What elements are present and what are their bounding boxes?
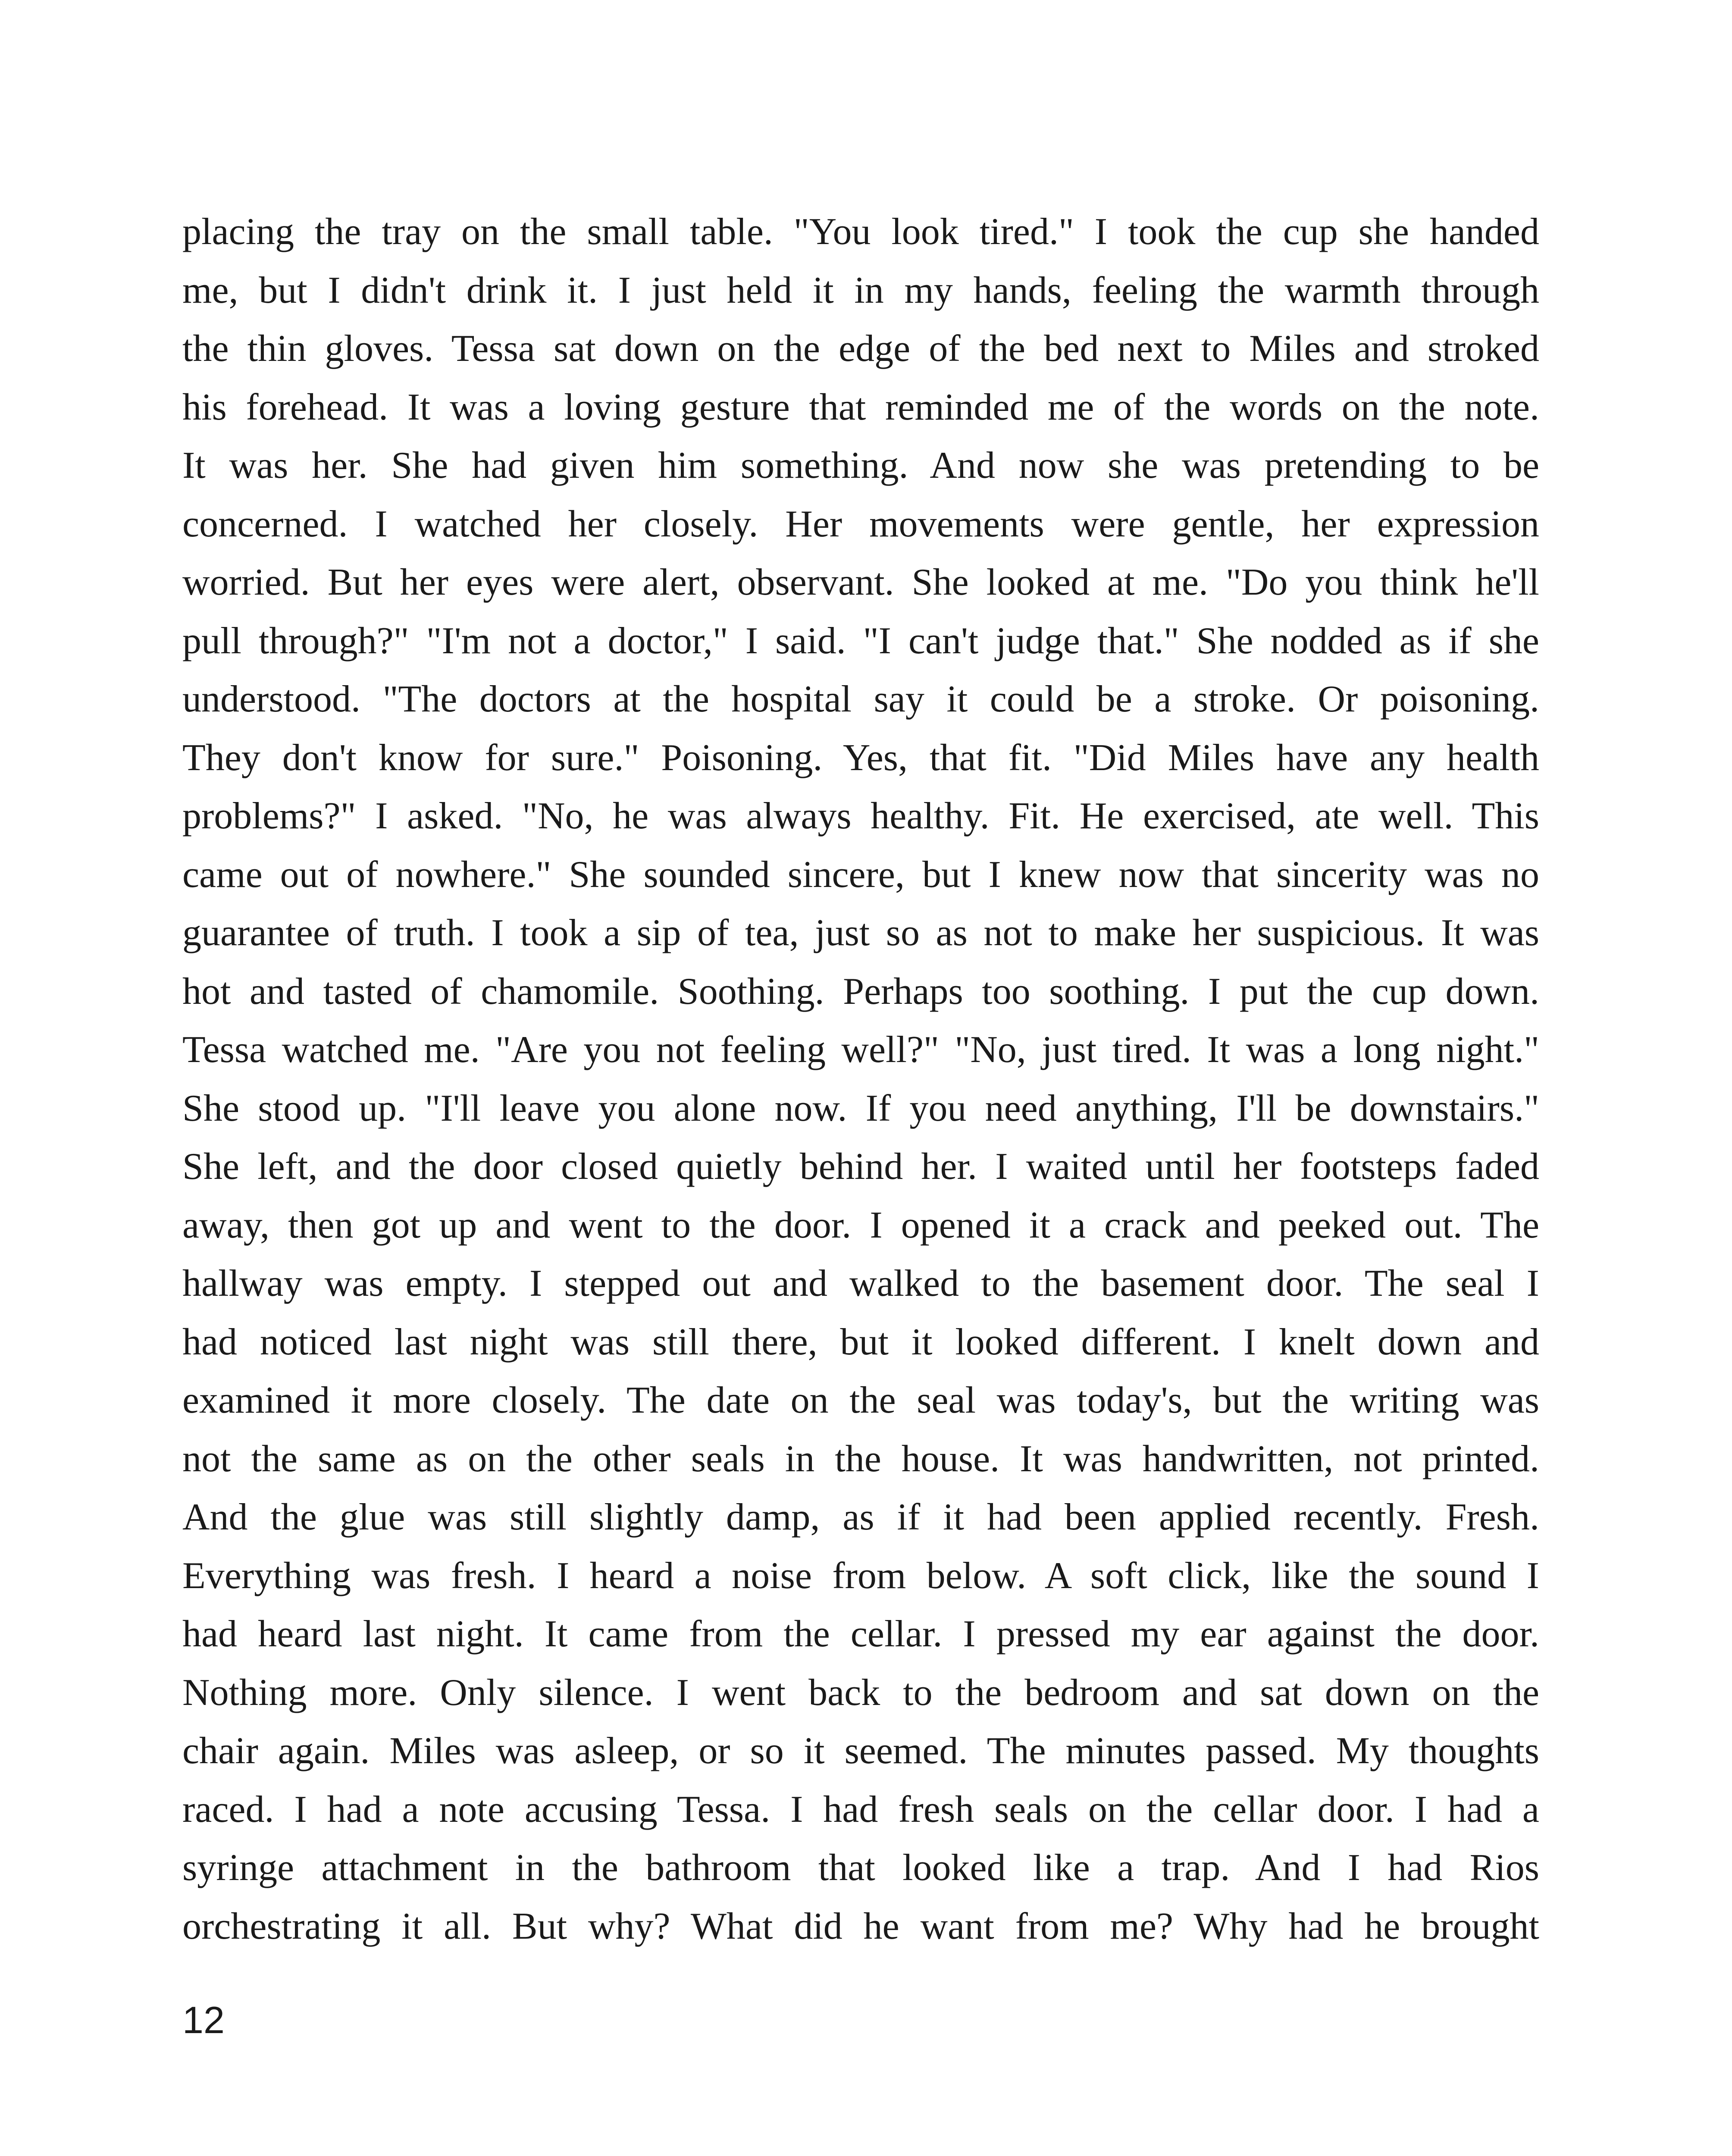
text-line: hallway was empty. I stepped out and walked to the basement door. The seal I [182,1263,1539,1304]
text-line: placing the tray on the small table. "You look tired." I took the cup she handed [182,211,1539,253]
text-line: problems?" I asked. "No, he was always healthy. Fit. He exercised, ate well. This [182,795,1539,837]
text-line: away, then got up and went to the door. I opened it a crack and peeked out. The [182,1204,1539,1246]
text-line: hot and tasted of chamomile. Soothing. Perhaps too soothing. I put the cup down. [182,970,1539,1012]
text-line: orchestrating it all. But why? What did he want from me? Why had he brought [182,1905,1539,1947]
text-line: syringe attachment in the bathroom that looked like a trap. And I had Rios [182,1847,1539,1889]
text-line: They don't know for sure." Poisoning. Yes, that fit. "Did Miles have any health [182,736,1539,779]
text-line: his forehead. It was a loving gesture that reminded me of the words on the note. [182,386,1539,428]
text-line: concerned. I watched her closely. Her movements were gentle, her expression [182,503,1539,545]
text-line: came out of nowhere." She sounded sincere, but I knew now that sincerity was no [182,853,1539,896]
text-line: pull through?" "I'm not a doctor," I said. "I can't judge that." She nodded as if she [182,620,1539,662]
text-line: Tessa watched me. "Are you not feeling well?" "No, just tired. It was a long night." [182,1029,1539,1071]
text-line: worried. But her eyes were alert, observant. She looked at me. "Do you think he'll [182,561,1539,603]
text-line: me, but I didn't drink it. I just held it in my hands, feeling the warmth through [182,269,1539,311]
text-line: not the same as on the other seals in the house. It was handwritten, not printed. [182,1438,1539,1480]
text-line: the thin gloves. Tessa sat down on the edge of the bed next to Miles and stroked [182,328,1539,370]
page-number: 12 [182,1999,225,2041]
text-line: It was her. She had given him something. And now she was pretending to be [182,445,1539,486]
text-line: She left, and the door closed quietly behind her. I waited until her footsteps faded [182,1146,1539,1188]
text-line: had noticed last night was still there, but it looked different. I knelt down and [182,1321,1539,1363]
text-line: raced. I had a note accusing Tessa. I had fresh seals on the cellar door. I had a [182,1788,1539,1830]
text-line: understood. "The doctors at the hospital say it could be a stroke. Or poisoning. [182,678,1539,720]
text-line: guarantee of truth. I took a sip of tea, just so as not to make her suspicious. It was [182,912,1539,954]
text-line: Everything was fresh. I heard a noise from below. A soft click, like the sound I [182,1554,1539,1597]
text-line: She stood up. "I'll leave you alone now. If you need anything, I'll be downstairs." [182,1087,1539,1129]
text-line: had heard last night. It came from the cellar. I pressed my ear against the door. [182,1613,1539,1655]
text-line: chair again. Miles was asleep, or so it seemed. The minutes passed. My thoughts [182,1730,1539,1772]
body-text [182,203,1539,1955]
text-line: examined it more closely. The date on the seal was today's, but the writing was [182,1379,1539,1421]
text-line: Nothing more. Only silence. I went back to the bedroom and sat down on the [182,1671,1539,1714]
text-line: And the glue was still slightly damp, as if it had been applied recently. Fresh. [182,1496,1539,1538]
